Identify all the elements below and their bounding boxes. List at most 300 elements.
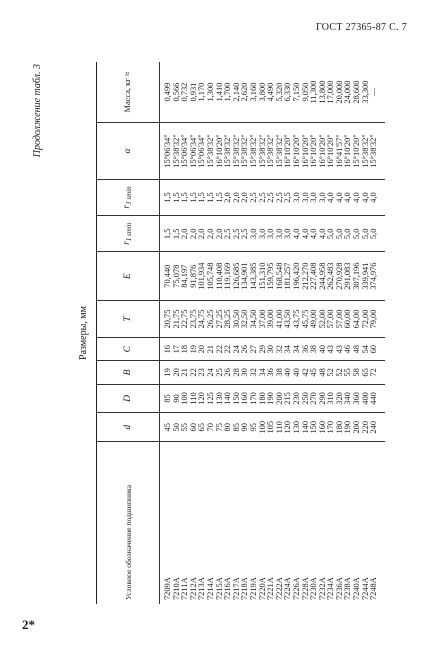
cell-B: 45	[310, 361, 319, 384]
cell-T: 79,00	[370, 300, 379, 337]
cell-C: 29	[259, 338, 268, 361]
cell-B: 34	[259, 361, 268, 384]
cell-r1smin: 3,0	[276, 216, 285, 252]
cell-r3smin: 1,5	[207, 179, 216, 215]
cell-mass: 3,160	[250, 62, 259, 123]
cell-mass: 28,600	[353, 62, 362, 123]
table-caption: Размеры, мм	[78, 306, 89, 360]
header-r1smin	[97, 216, 160, 252]
cell-d: 150	[310, 413, 319, 442]
cell-C: 18	[181, 338, 190, 361]
cell-B: 40	[284, 361, 293, 384]
cell-designation: 7215A	[216, 442, 225, 604]
cell-D: 215	[284, 384, 293, 413]
cell-B: 24	[207, 361, 216, 384]
table-row	[370, 62, 379, 604]
cell-C: 22	[224, 338, 233, 361]
cell-D: 170	[250, 384, 259, 413]
cell-D: 320	[336, 384, 345, 413]
cell-d: 240	[370, 413, 379, 442]
cell-C: 60	[370, 338, 379, 361]
cell-D: 400	[362, 384, 371, 413]
cell-r3smin: 2,0	[224, 179, 233, 215]
spacer-row	[379, 62, 385, 604]
cell-B: 55	[344, 361, 353, 384]
cell-designation: 7220A	[259, 442, 268, 604]
header-E: E	[97, 252, 160, 300]
cell-mass: 33,300	[362, 62, 371, 123]
cell-mass: 1,700	[224, 62, 233, 123]
cell-T: 41,00	[276, 300, 285, 337]
cell-D: 290	[319, 384, 328, 413]
cell-designation: 7213A	[198, 442, 207, 604]
cell-E: 291,083	[344, 252, 353, 300]
cell-E: 70,440	[164, 252, 173, 300]
cell-E: 110,408	[216, 252, 225, 300]
cell-alpha: 16°10'20"	[293, 123, 302, 180]
cell-B: 25	[216, 361, 225, 384]
cell-alpha: 15°06'34"	[181, 123, 190, 180]
cell-d: 190	[344, 413, 353, 442]
cell-r3smin: 2,0	[233, 179, 242, 215]
cell-alpha: 15°06'34"	[198, 123, 207, 180]
cell-r1smin: 2,0	[207, 216, 216, 252]
table-continuation-label: Продолжение табл. 3	[32, 64, 43, 158]
cell-T: 37,00	[259, 300, 268, 337]
header-r3-base: r	[121, 204, 132, 209]
cell-C: 24	[233, 338, 242, 361]
cell-d: 220	[362, 413, 371, 442]
cell-E: 212,270	[302, 252, 311, 300]
cell-D: 140	[224, 384, 233, 413]
cell-B: 48	[319, 361, 328, 384]
cell-C: 34	[284, 338, 293, 361]
cell-r1smin: 5,0	[336, 216, 345, 252]
cell-D: 110	[190, 384, 199, 413]
cell-D: 130	[216, 384, 225, 413]
cell-alpha: 15°38'32"	[362, 123, 371, 180]
cell-r1smin: 2,0	[198, 216, 207, 252]
cell-mass: 1,300	[207, 62, 216, 123]
cell-r3smin: 1,5	[181, 179, 190, 215]
cell-d: 120	[284, 413, 293, 442]
cell-C: 30	[267, 338, 276, 361]
cell-r1smin: 1,5	[164, 216, 173, 252]
cell-mass: 2,620	[241, 62, 250, 123]
page-number: 2*	[22, 617, 35, 632]
cell-B: 22	[190, 361, 199, 384]
header-r3-sub: 3 smin	[124, 186, 133, 205]
cell-r3smin: 1,5	[190, 179, 199, 215]
cell-r3smin: 1,5	[164, 179, 173, 215]
cell-designation: 7210A	[173, 442, 182, 604]
cell-D: 150	[233, 384, 242, 413]
cell-r3smin: 2,5	[276, 179, 285, 215]
cell-mass: 1,410	[216, 62, 225, 123]
cell-C: 36	[302, 338, 311, 361]
cell-designation: 7228A	[302, 442, 311, 604]
cell-T: 22,75	[181, 300, 190, 337]
cell-r1smin: 4,0	[302, 216, 311, 252]
cell-designation: 7209A	[164, 442, 173, 604]
cell-C: 27	[250, 338, 259, 361]
cell-B: 23	[198, 361, 207, 384]
cell-d: 90	[241, 413, 250, 442]
cell-B: 42	[302, 361, 311, 384]
cell-r3smin: 2,0	[241, 179, 250, 215]
cell-designation: 7219A	[250, 442, 259, 604]
cell-designation: 7218A	[241, 442, 250, 604]
cell-D: 190	[267, 384, 276, 413]
cell-r1smin: 4,0	[319, 216, 328, 252]
cell-D: 340	[344, 384, 353, 413]
cell-alpha: 16°10'20"	[284, 123, 293, 180]
cell-E: 134,901	[241, 252, 250, 300]
cell-T: 60,00	[344, 300, 353, 337]
cell-d: 180	[336, 413, 345, 442]
cell-C: 43	[336, 338, 345, 361]
cell-d: 110	[276, 413, 285, 442]
cell-alpha: 16°10'20"	[216, 123, 225, 180]
cell-C: 21	[207, 338, 216, 361]
header-designation: Условное обозначение подшипника	[97, 442, 160, 604]
cell-d: 45	[164, 413, 173, 442]
cell-r3smin: 4,0	[327, 179, 336, 215]
cell-D: 200	[276, 384, 285, 413]
cell-C: 38	[310, 338, 319, 361]
cell-C: 34	[293, 338, 302, 361]
rotated-table-block	[32, 62, 399, 604]
cell-r1smin: 5,0	[353, 216, 362, 252]
cell-T: 34,50	[250, 300, 259, 337]
cell-alpha: 16°10'20"	[344, 123, 353, 180]
cell-E: 168,548	[276, 252, 285, 300]
cell-mass: 0,566	[173, 62, 182, 123]
cell-r3smin: 3,0	[319, 179, 328, 215]
cell-E: 227,408	[310, 252, 319, 300]
cell-designation: 7216A	[224, 442, 233, 604]
header-alpha: α	[97, 123, 160, 180]
cell-E: 270,928	[336, 252, 345, 300]
cell-d: 95	[250, 413, 259, 442]
cell-r1smin: 3,0	[267, 216, 276, 252]
cell-B: 26	[224, 361, 233, 384]
cell-B: 36	[267, 361, 276, 384]
cell-alpha: 15°38'32"	[259, 123, 268, 180]
cell-mass: 13,800	[319, 62, 328, 123]
header-d: d	[97, 413, 160, 442]
cell-mass: 7,150	[293, 62, 302, 123]
cell-d: 140	[302, 413, 311, 442]
cell-d: 160	[319, 413, 328, 442]
cell-designation: 7217A	[233, 442, 242, 604]
cell-r1smin: 3,0	[250, 216, 259, 252]
cell-D: 360	[353, 384, 362, 413]
cell-C: 22	[216, 338, 225, 361]
cell-alpha: 15°38'32"	[276, 123, 285, 180]
cell-r3smin: 1,5	[216, 179, 225, 215]
cell-D: 270	[310, 384, 319, 413]
cell-d: 80	[224, 413, 233, 442]
cell-designation: 7244A	[362, 442, 371, 604]
cell-designation: 7240A	[353, 442, 362, 604]
cell-T: 43,75	[293, 300, 302, 337]
cell-B: 52	[336, 361, 345, 384]
cell-r3smin: 2,5	[267, 179, 276, 215]
cell-mass: 2,140	[233, 62, 242, 123]
cell-B: 32	[250, 361, 259, 384]
cell-r1smin: 5,0	[344, 216, 353, 252]
cell-r1smin: 1,5	[173, 216, 182, 252]
page-header-standard: ГОСТ 27365-87 С. 7	[315, 22, 407, 33]
header-D: D	[97, 384, 160, 413]
cell-D: 440	[370, 384, 379, 413]
cell-r3smin: 2,5	[284, 179, 293, 215]
cell-alpha: 15°38'32"	[267, 123, 276, 180]
cell-r3smin: 4,0	[370, 179, 379, 215]
cell-T: 39,00	[267, 300, 276, 337]
cell-designation: 7224A	[284, 442, 293, 604]
cell-D: 125	[207, 384, 216, 413]
bearing-dimensions-table	[96, 62, 385, 604]
cell-r1smin: 2,0	[181, 216, 190, 252]
cell-D: 120	[198, 384, 207, 413]
cell-designation: 7248A	[370, 442, 379, 604]
cell-mass: 0,931	[190, 62, 199, 123]
cell-d: 60	[190, 413, 199, 442]
cell-T: 57,00	[336, 300, 345, 337]
cell-T: 32,50	[241, 300, 250, 337]
cell-B: 40	[293, 361, 302, 384]
cell-alpha: 15°38'32"	[173, 123, 182, 180]
cell-r3smin: 3,0	[293, 179, 302, 215]
cell-r3smin: 3,0	[302, 179, 311, 215]
cell-T: 64,00	[353, 300, 362, 337]
cell-E: 196,420	[293, 252, 302, 300]
cell-alpha: 15°10'20"	[353, 123, 362, 180]
cell-D: 180	[259, 384, 268, 413]
cell-T: 43,50	[284, 300, 293, 337]
cell-alpha: 16°41'57"	[336, 123, 345, 180]
cell-alpha: 16°10'20"	[319, 123, 328, 180]
header-B: B	[97, 361, 160, 384]
cell-T: 26,25	[207, 300, 216, 337]
cell-designation: 7211A	[181, 442, 190, 604]
cell-T: 72,00	[362, 300, 371, 337]
cell-T: 23,75	[190, 300, 199, 337]
cell-mass: 4,490	[267, 62, 276, 123]
cell-B: 58	[353, 361, 362, 384]
cell-alpha: 15°38'32"	[250, 123, 259, 180]
cell-mass: —	[370, 62, 379, 123]
cell-alpha: 16°10'20"	[302, 123, 311, 180]
cell-designation: 7222A	[276, 442, 285, 604]
cell-C: 16	[164, 338, 173, 361]
cell-d: 100	[259, 413, 268, 442]
cell-r1smin: 5,0	[362, 216, 371, 252]
cell-B: 52	[327, 361, 336, 384]
cell-E: 105,748	[207, 252, 216, 300]
cell-r3smin: 2,5	[259, 179, 268, 215]
cell-C: 19	[190, 338, 199, 361]
cell-r1smin: 5,0	[327, 216, 336, 252]
cell-E: 101,934	[198, 252, 207, 300]
cell-r1smin: 2,5	[241, 216, 250, 252]
cell-T: 52,00	[319, 300, 328, 337]
cell-mass: 6,330	[284, 62, 293, 123]
cell-T: 49,00	[310, 300, 319, 337]
cell-mass: 11,300	[310, 62, 319, 123]
cell-E: 159,795	[267, 252, 276, 300]
cell-d: 105	[267, 413, 276, 442]
cell-r1smin: 2,5	[224, 216, 233, 252]
cell-E: 244,958	[319, 252, 328, 300]
cell-r1smin: 5,0	[370, 216, 379, 252]
header-r1-base: r	[121, 241, 132, 245]
cell-C: 48	[353, 338, 362, 361]
cell-r3smin: 1,5	[198, 179, 207, 215]
cell-D: 100	[181, 384, 190, 413]
cell-mass: 5,320	[276, 62, 285, 123]
cell-r1smin: 2,5	[233, 216, 242, 252]
cell-designation: 7214A	[207, 442, 216, 604]
cell-C: 40	[319, 338, 328, 361]
cell-r1smin: 3,0	[284, 216, 293, 252]
cell-E: 262,483	[327, 252, 336, 300]
cell-B: 19	[164, 361, 173, 384]
cell-T: 27,25	[216, 300, 225, 337]
cell-D: 90	[173, 384, 182, 413]
cell-mass: 3,800	[259, 62, 268, 123]
cell-E: 75,078	[173, 252, 182, 300]
cell-alpha: 15°38'32"	[241, 123, 250, 180]
cell-D: 230	[293, 384, 302, 413]
cell-D: 85	[164, 384, 173, 413]
cell-d: 55	[181, 413, 190, 442]
cell-B: 30	[241, 361, 250, 384]
header-r1-sub: 1 smin	[124, 222, 133, 242]
cell-mass: 0,499	[164, 62, 173, 123]
header-mass: Масса, кг ≈	[97, 62, 160, 123]
cell-alpha: 15°38'32"	[224, 123, 233, 180]
cell-E: 91,876	[190, 252, 199, 300]
header-r3smin	[97, 179, 160, 215]
cell-E: 307,196	[353, 252, 362, 300]
cell-C: 46	[344, 338, 353, 361]
cell-E: 374,976	[370, 252, 379, 300]
cell-T: 57,00	[327, 300, 336, 337]
cell-mass: 9,050	[302, 62, 311, 123]
cell-B: 20	[173, 361, 182, 384]
cell-E: 339,941	[362, 252, 371, 300]
cell-T: 30,50	[233, 300, 242, 337]
cell-designation: 7236A	[336, 442, 345, 604]
cell-r3smin: 1,5	[173, 179, 182, 215]
header-T: T	[97, 300, 160, 337]
cell-E: 84,197	[181, 252, 190, 300]
cell-mass: 1,170	[198, 62, 207, 123]
table-header-row	[97, 62, 160, 604]
cell-T: 24,75	[198, 300, 207, 337]
cell-D: 310	[327, 384, 336, 413]
cell-designation: 7212A	[190, 442, 199, 604]
cell-d: 85	[233, 413, 242, 442]
cell-alpha: 15°06'34"	[164, 123, 173, 180]
cell-r1smin: 2,0	[216, 216, 225, 252]
cell-r3smin: 3,0	[310, 179, 319, 215]
cell-mass: 24,000	[344, 62, 353, 123]
cell-r1smin: 4,0	[293, 216, 302, 252]
cell-r3smin: 4,0	[336, 179, 345, 215]
cell-r3smin: 4,0	[344, 179, 353, 215]
cell-r3smin: 4,0	[362, 179, 371, 215]
cell-T: 28,25	[224, 300, 233, 337]
cell-designation: 7221A	[267, 442, 276, 604]
cell-designation: 7234A	[327, 442, 336, 604]
cell-alpha: 15°06'34"	[190, 123, 199, 180]
cell-E: 119,169	[224, 252, 233, 300]
cell-C: 43	[327, 338, 336, 361]
cell-B: 21	[181, 361, 190, 384]
cell-T: 21,75	[173, 300, 182, 337]
cell-T: 20,75	[164, 300, 173, 337]
cell-r3smin: 4,0	[353, 179, 362, 215]
cell-C: 26	[241, 338, 250, 361]
cell-d: 50	[173, 413, 182, 442]
table-body	[160, 62, 385, 604]
cell-r3smin: 2,5	[250, 179, 259, 215]
cell-alpha: 15°38'32"	[207, 123, 216, 180]
cell-C: 20	[198, 338, 207, 361]
cell-B: 65	[362, 361, 371, 384]
cell-r1smin: 2,0	[190, 216, 199, 252]
cell-E: 151,310	[259, 252, 268, 300]
cell-mass: 20,000	[336, 62, 345, 123]
cell-d: 170	[327, 413, 336, 442]
cell-T: 45,75	[302, 300, 311, 337]
cell-E: 143,385	[250, 252, 259, 300]
cell-d: 65	[198, 413, 207, 442]
cell-B: 72	[370, 361, 379, 384]
cell-d: 200	[353, 413, 362, 442]
cell-designation: 7226A	[293, 442, 302, 604]
cell-r1smin: 4,0	[310, 216, 319, 252]
cell-C: 17	[173, 338, 182, 361]
cell-D: 250	[302, 384, 311, 413]
cell-d: 130	[293, 413, 302, 442]
cell-alpha: 16°10'20"	[310, 123, 319, 180]
cell-D: 160	[241, 384, 250, 413]
cell-alpha: 15°38'32"	[370, 123, 379, 180]
cell-r1smin: 3,0	[259, 216, 268, 252]
cell-alpha: 15°38'32"	[233, 123, 242, 180]
cell-d: 75	[216, 413, 225, 442]
cell-designation: 7230A	[310, 442, 319, 604]
cell-designation: 7238A	[344, 442, 353, 604]
cell-C: 54	[362, 338, 371, 361]
cell-d: 70	[207, 413, 216, 442]
cell-alpha: 16°10'20"	[327, 123, 336, 180]
cell-mass: 17,000	[327, 62, 336, 123]
cell-E: 126,685	[233, 252, 242, 300]
cell-B: 28	[233, 361, 242, 384]
cell-B: 38	[276, 361, 285, 384]
cell-E: 181,257	[284, 252, 293, 300]
header-C: C	[97, 338, 160, 361]
cell-mass: 0,732	[181, 62, 190, 123]
cell-C: 32	[276, 338, 285, 361]
cell-designation: 7232A	[319, 442, 328, 604]
